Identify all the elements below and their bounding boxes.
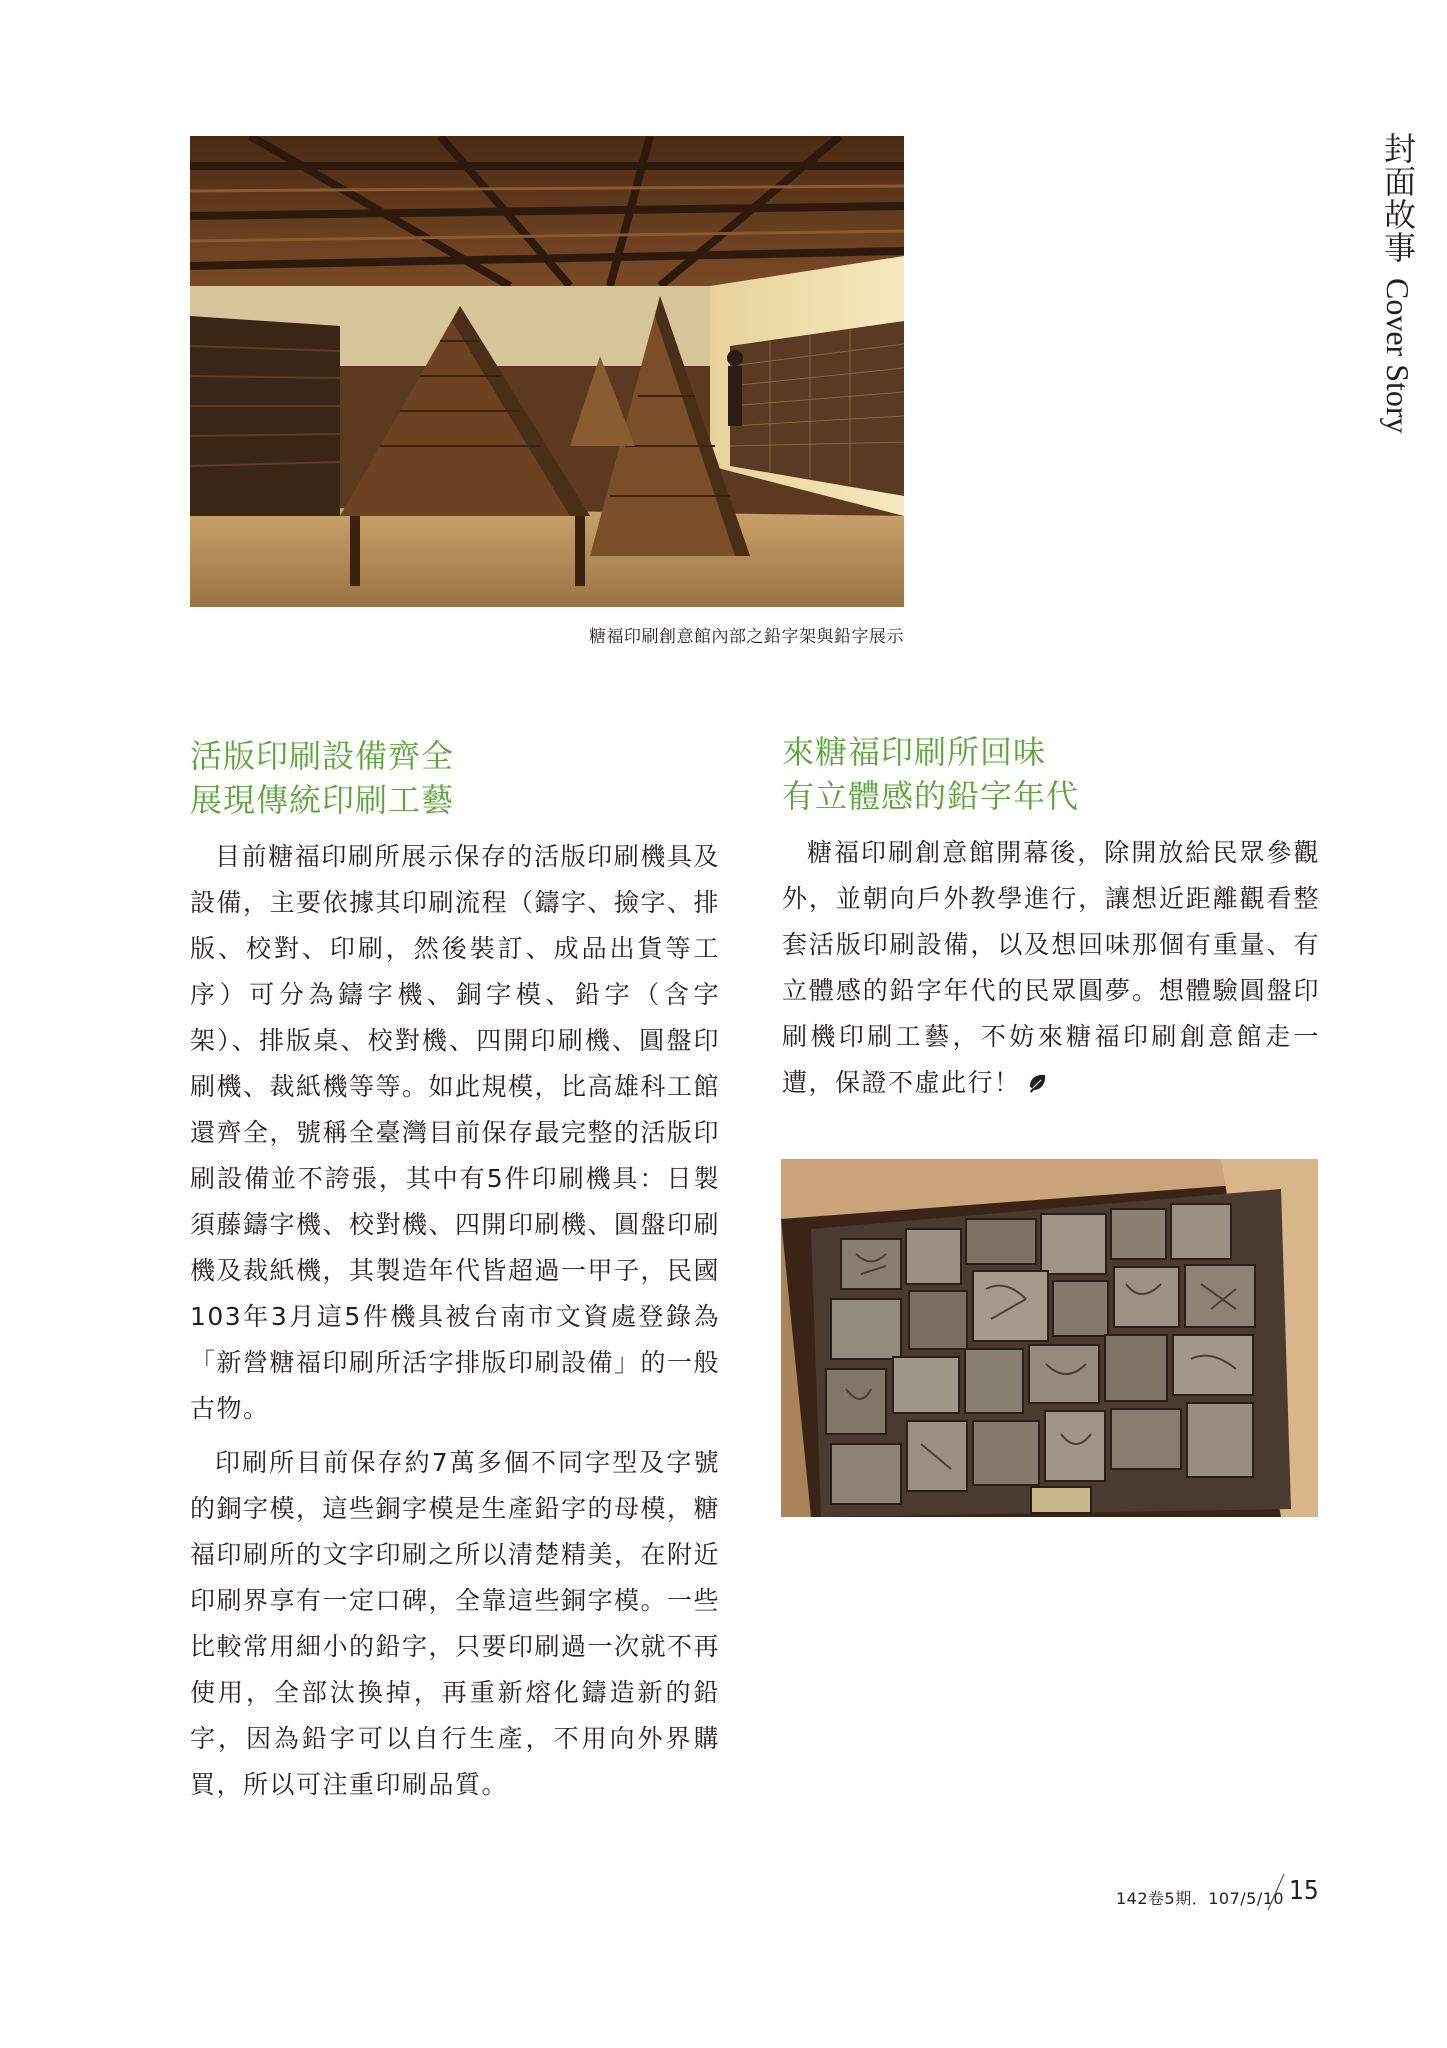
photo-type-racks: [190, 136, 904, 607]
article-right-headline-line-1: 來糖福印刷所回味: [782, 733, 1047, 771]
folio-slash-icon: [1266, 1872, 1286, 1912]
article-left: [190, 734, 720, 1808]
article-left-headline-line-1: 活版印刷設備齊全: [190, 737, 455, 775]
photo-type-racks-caption: 糖福印刷創意館內部之鉛字架與鉛字展示: [589, 627, 904, 647]
leaf-end-mark-icon: [1027, 1072, 1049, 1094]
article-right-paragraph-1-text: 糖福印刷創意館開幕後，除開放給民眾參觀外，並朝向戶外教學進行，讓想近距離觀看整套活版印刷設備，以及想回味那個有重量、有立體感的鉛字年代的民眾圓夢。想體驗圓盤印刷機印刷工藝，不妨來糖福印刷創意館走一遭，保證不虛此行！: [782, 838, 1320, 1097]
article-right-headline-line-2: 有立體感的鉛字年代: [782, 777, 1080, 815]
running-header-zh: 封面故事: [1379, 132, 1417, 264]
article-left-paragraph-1: 目前糖福印刷所展示保存的活版印刷機具及設備，主要依據其印刷流程（鑄字、撿字、排版、校對、印刷，然後裝訂、成品出貨等工序）可分為鑄字機、銅字模、鉛字（含字架）、排版桌、校對機、四開印刷機、圓盤印刷機、裁紙機等等。如此規模，比高雄科工館還齊全，號稱全臺灣目前保存最完整的活版印刷設備並不誇張，其中有5件印刷機具：日製須藤鑄字機、校對機、四開印刷機、圓盤印刷機及裁紙機，其製造年代皆超過一甲子，民國103年3月這5件機具被台南市文資處登錄為「新營糖福印刷所活字排版印刷設備」的一般古物。: [190, 842, 721, 1423]
photo-lead-type-tray-illustration: [781, 1159, 1318, 1517]
running-header: [1378, 132, 1418, 452]
folio-issue: 142卷5期．107/5/10: [1116, 1889, 1285, 1908]
article-right-paragraph-1: [782, 830, 1320, 1106]
running-header-en: Cover Story: [1380, 278, 1416, 434]
article-left-paragraph-2: 印刷所目前保存約7萬多個不同字型及字號的銅字模，這些銅字模是生產鉛字的母模，糖福印刷所的文字印刷之所以清楚精美，在附近印刷界享有一定口碑，全靠這些銅字模。一些比較常用細小的鉛字，只要印刷過一次就不再使用，全部汰換掉，再重新熔化鑄造新的鉛字，因為鉛字可以自行生產，不用向外界購買，所以可注重印刷品質。: [190, 1448, 721, 1799]
article-right: [782, 730, 1320, 1106]
photo-lead-type-tray: [781, 1159, 1318, 1517]
folio: [1076, 1872, 1336, 1912]
article-left-headline-line-2: 展現傳統印刷工藝: [190, 781, 455, 819]
photo-type-racks-illustration: [190, 136, 904, 607]
article-right-headline: [782, 730, 1320, 818]
folio-page-number: 15: [1289, 1876, 1319, 1906]
article-left-headline: [190, 734, 720, 822]
